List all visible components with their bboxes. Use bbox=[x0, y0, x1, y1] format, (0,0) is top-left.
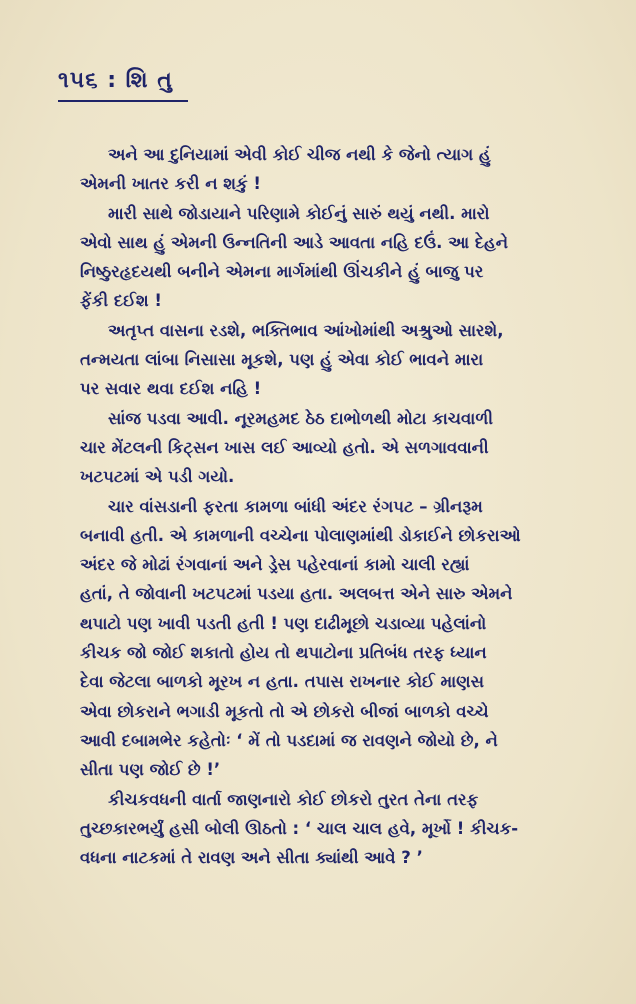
text-line: કીચક જો જોઈ શકાતો હોય તો થપાટોના પ્રતિબંધ તરફ ધ્યાન bbox=[80, 643, 487, 663]
text-line: હતાં, તે જોવાની ખટપટમાં પડયા હતા. અલબત્ત એને સારુ એમને bbox=[80, 584, 513, 604]
text-line: બનાવી હતી. એ કામળાની વચ્ચેના પોલાણમાંથી ડોકાઈને છોકરાઓ bbox=[80, 525, 521, 545]
text-line: અને આ દુનિયામાં એવી કોઈ ચીજ નથી કે જેનો ત્યાગ હું bbox=[108, 145, 491, 164]
paragraph-4 bbox=[80, 404, 592, 492]
text-line: એવા છોકરાને ભગાડી મૂકતો તો એ છોકરો બીજાં બાળકો વચ્ચે bbox=[80, 701, 489, 721]
text-line: મારી સાથે જોડાયાને પરિણામે કોઈનું સારું થયું નથી. મારો bbox=[108, 203, 490, 223]
text-line: ચાર વાંસડાની ફરતા કામળા બાંધી અંદર રંગપટ – ગ્રીનરૂમ bbox=[108, 496, 483, 516]
text-line: તુચ્છકારભર્યું હસી બોલી ઊઠતો : ‘ ચાલ ચાલ હવે, મૂર્ખો ! કીચક- bbox=[80, 818, 519, 838]
text-line: સાંજ પડવા આવી. નૂરમહમદ ઠેઠ દાભોળથી મોટા કાચવાળી bbox=[108, 408, 493, 428]
paragraph-3 bbox=[80, 316, 592, 404]
paragraph-1 bbox=[80, 140, 592, 199]
text-line: કીચકવધની વાર્તા જાણનારો કોઈ છોકરો તુરત તેના તરફ bbox=[108, 789, 479, 809]
text-line: વધના નાટકમાં તે રાવણ અને સીતા ક્યાંથી આવે ? ’ bbox=[80, 848, 423, 868]
text-line: પર સવાર થવા દઈશ નહિ ! bbox=[80, 379, 262, 399]
text-line: અંદર જે મોઢાં રંગવાનાં અને ડ્રેસ પહેરવાનાં કામો ચાલી રહ્યાં bbox=[80, 555, 470, 575]
text-line: દેવા જેટલા બાળકો મૂરખ ન હતા. તપાસ રાખનાર કોઈ માણસ bbox=[80, 672, 484, 692]
paragraph-6 bbox=[80, 785, 592, 873]
paragraph-2 bbox=[80, 199, 592, 316]
text-line: ખટપટમાં એ પડી ગયો. bbox=[80, 467, 235, 487]
text-line: ચાર મેંટલની કિટ્સન ખાસ લઈ આવ્યો હતો. એ સળગાવવાની bbox=[80, 437, 489, 457]
paragraph-5 bbox=[80, 492, 592, 785]
text-line: થપાટો પણ ખાવી પડતી હતી ! પણ દાઢીમૂછો ચડાવ્યા પહેલાંનો bbox=[80, 613, 487, 633]
text-line: અતૃપ્ત વાસના રડશે, ભક્તિભાવ આંખોમાંથી અશ્રુઓ સારશે, bbox=[108, 320, 504, 340]
text-line: એવો સાથ હું એમની ઉન્નતિની આડે આવતા નહિ દઉં. આ દેહને bbox=[80, 232, 509, 252]
page-body bbox=[80, 140, 592, 872]
text-line: એમની ખાતર કરી ન શકું ! bbox=[80, 174, 261, 194]
text-line: સીતા પણ જોઈ છે !’ bbox=[80, 760, 221, 780]
text-line: તન્મયતા લાંબા નિસાસા મૂકશે, પણ હું એવા કોઈ ભાવને મારા bbox=[80, 350, 484, 370]
running-head: ૧૫૬ : શિ તુ bbox=[58, 68, 173, 93]
running-head-underline bbox=[58, 100, 188, 102]
text-line: આવી દબામભેર કહેતોઃ ‘ મેં તો પડદામાં જ રાવણને જોયો છે, ને bbox=[80, 730, 498, 750]
text-line: નિષ્ઠુરહૃદયથી બનીને એમના માર્ગમાંથી ઊંચકીને હું બાજુ પર bbox=[80, 262, 484, 282]
text-line: ફેંકી દઈશ ! bbox=[80, 291, 162, 311]
